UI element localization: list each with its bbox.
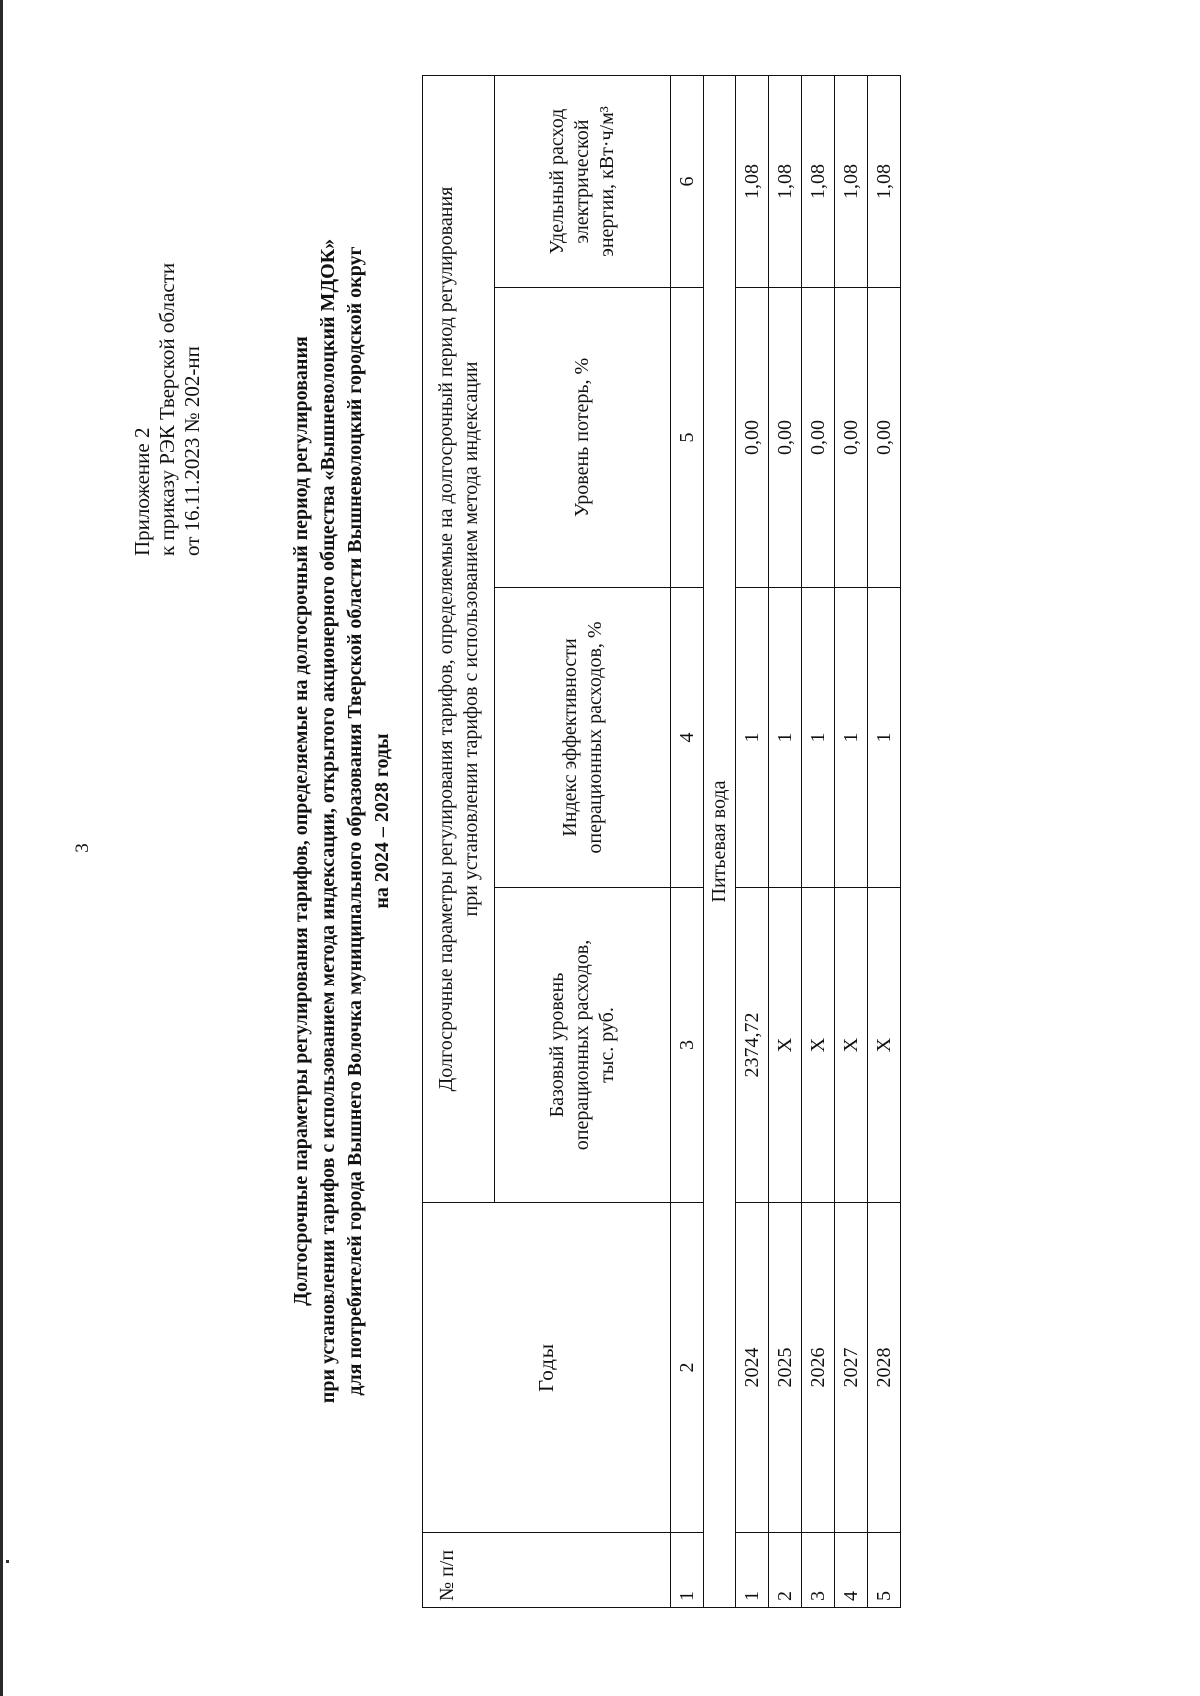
column-number-4: 4 xyxy=(671,588,704,888)
row-no: 4 xyxy=(835,1533,868,1608)
title-line-4: на 2024 – 2028 годы xyxy=(371,733,393,909)
row-efficiency-index: 1 xyxy=(868,588,901,888)
row-base-opex: Х xyxy=(868,888,901,1203)
row-year: 2026 xyxy=(802,1203,835,1533)
header-group-line-1: Долгосрочные параметры регулирования тарифов, определяемые на долгосрочный период регулирования xyxy=(434,186,457,1092)
column-number-2: 2 xyxy=(671,1203,704,1533)
row-efficiency-index: 1 xyxy=(802,588,835,888)
row-no: 5 xyxy=(868,1533,901,1608)
document-title xyxy=(288,146,396,1496)
header-row-group xyxy=(423,76,495,1608)
header-group xyxy=(423,76,495,1203)
row-base-opex: 2374,72 xyxy=(736,888,769,1203)
parameters-table xyxy=(422,75,901,1608)
row-base-opex: Х xyxy=(802,888,835,1203)
column-number-1: 1 xyxy=(671,1533,704,1608)
row-energy-use: 1,08 xyxy=(835,76,868,288)
header-loss-level-text: Уровень потерь, % xyxy=(571,357,593,518)
table-row xyxy=(736,76,769,1608)
header-energy-use xyxy=(495,76,671,288)
appendix-line-3: от 16.11.2023 № 202-нп xyxy=(180,346,204,556)
table-row xyxy=(835,76,868,1608)
header-loss-level xyxy=(495,288,671,588)
table-row xyxy=(868,76,901,1608)
row-energy-use: 1,08 xyxy=(868,76,901,288)
row-no: 3 xyxy=(802,1533,835,1608)
row-year: 2025 xyxy=(769,1203,802,1533)
row-no: 1 xyxy=(736,1533,769,1608)
row-loss-level: 0,00 xyxy=(868,288,901,588)
header-energy-use-text: Удельный расход электрической энергии, кВт·ч/м³ xyxy=(546,106,618,257)
category-drinking-water: Питьевая вода xyxy=(704,76,736,1608)
table-row xyxy=(769,76,802,1608)
row-loss-level: 0,00 xyxy=(736,288,769,588)
row-energy-use: 1,08 xyxy=(769,76,802,288)
title-line-3: для потребителей города Вышнего Волочка муниципального образования Тверской области Вышневолоцкий городской округ xyxy=(344,246,366,1396)
row-year: 2024 xyxy=(736,1203,769,1533)
header-efficiency-index xyxy=(495,588,671,888)
header-group-line-2: при установлении тарифов с использованием метода индексации xyxy=(459,361,482,917)
row-base-opex: Х xyxy=(769,888,802,1203)
table-row xyxy=(802,76,835,1608)
title-line-1: Долгосрочные параметры регулирования тарифов, определяемые на долгосрочный период регулирования xyxy=(290,336,312,1306)
page-number: 3 xyxy=(72,843,93,853)
row-loss-level: 0,00 xyxy=(769,288,802,588)
header-base-opex-text: Базовый уровень операционных расходов, тыс. руб. xyxy=(546,939,618,1151)
header-years: Годы xyxy=(423,1203,671,1533)
row-efficiency-index: 1 xyxy=(835,588,868,888)
row-loss-level: 0,00 xyxy=(835,288,868,588)
column-numbers-row xyxy=(671,76,704,1608)
appendix-note xyxy=(130,263,205,556)
title-line-2: при установлении тарифов с использованием метода индексации, открытого акционерного общества «Вышневолоцкий МДОК» xyxy=(317,238,339,1404)
row-efficiency-index: 1 xyxy=(769,588,802,888)
category-row xyxy=(704,76,736,1608)
row-base-opex: Х xyxy=(835,888,868,1203)
row-energy-use: 1,08 xyxy=(802,76,835,288)
row-energy-use: 1,08 xyxy=(736,76,769,288)
appendix-line-1: Приложение 2 xyxy=(130,427,154,556)
column-number-5: 5 xyxy=(671,288,704,588)
header-efficiency-index-text: Индекс эффективности операционных расходов, % xyxy=(558,621,606,854)
row-year: 2027 xyxy=(835,1203,868,1533)
appendix-line-2: к приказу РЭК Тверской области xyxy=(155,262,179,556)
header-no: № п/п xyxy=(423,1533,671,1608)
row-loss-level: 0,00 xyxy=(802,288,835,588)
row-year: 2028 xyxy=(868,1203,901,1533)
column-number-6: 6 xyxy=(671,76,704,288)
row-no: 2 xyxy=(769,1533,802,1608)
header-base-opex xyxy=(495,888,671,1203)
row-efficiency-index: 1 xyxy=(736,588,769,888)
column-number-3: 3 xyxy=(671,888,704,1203)
